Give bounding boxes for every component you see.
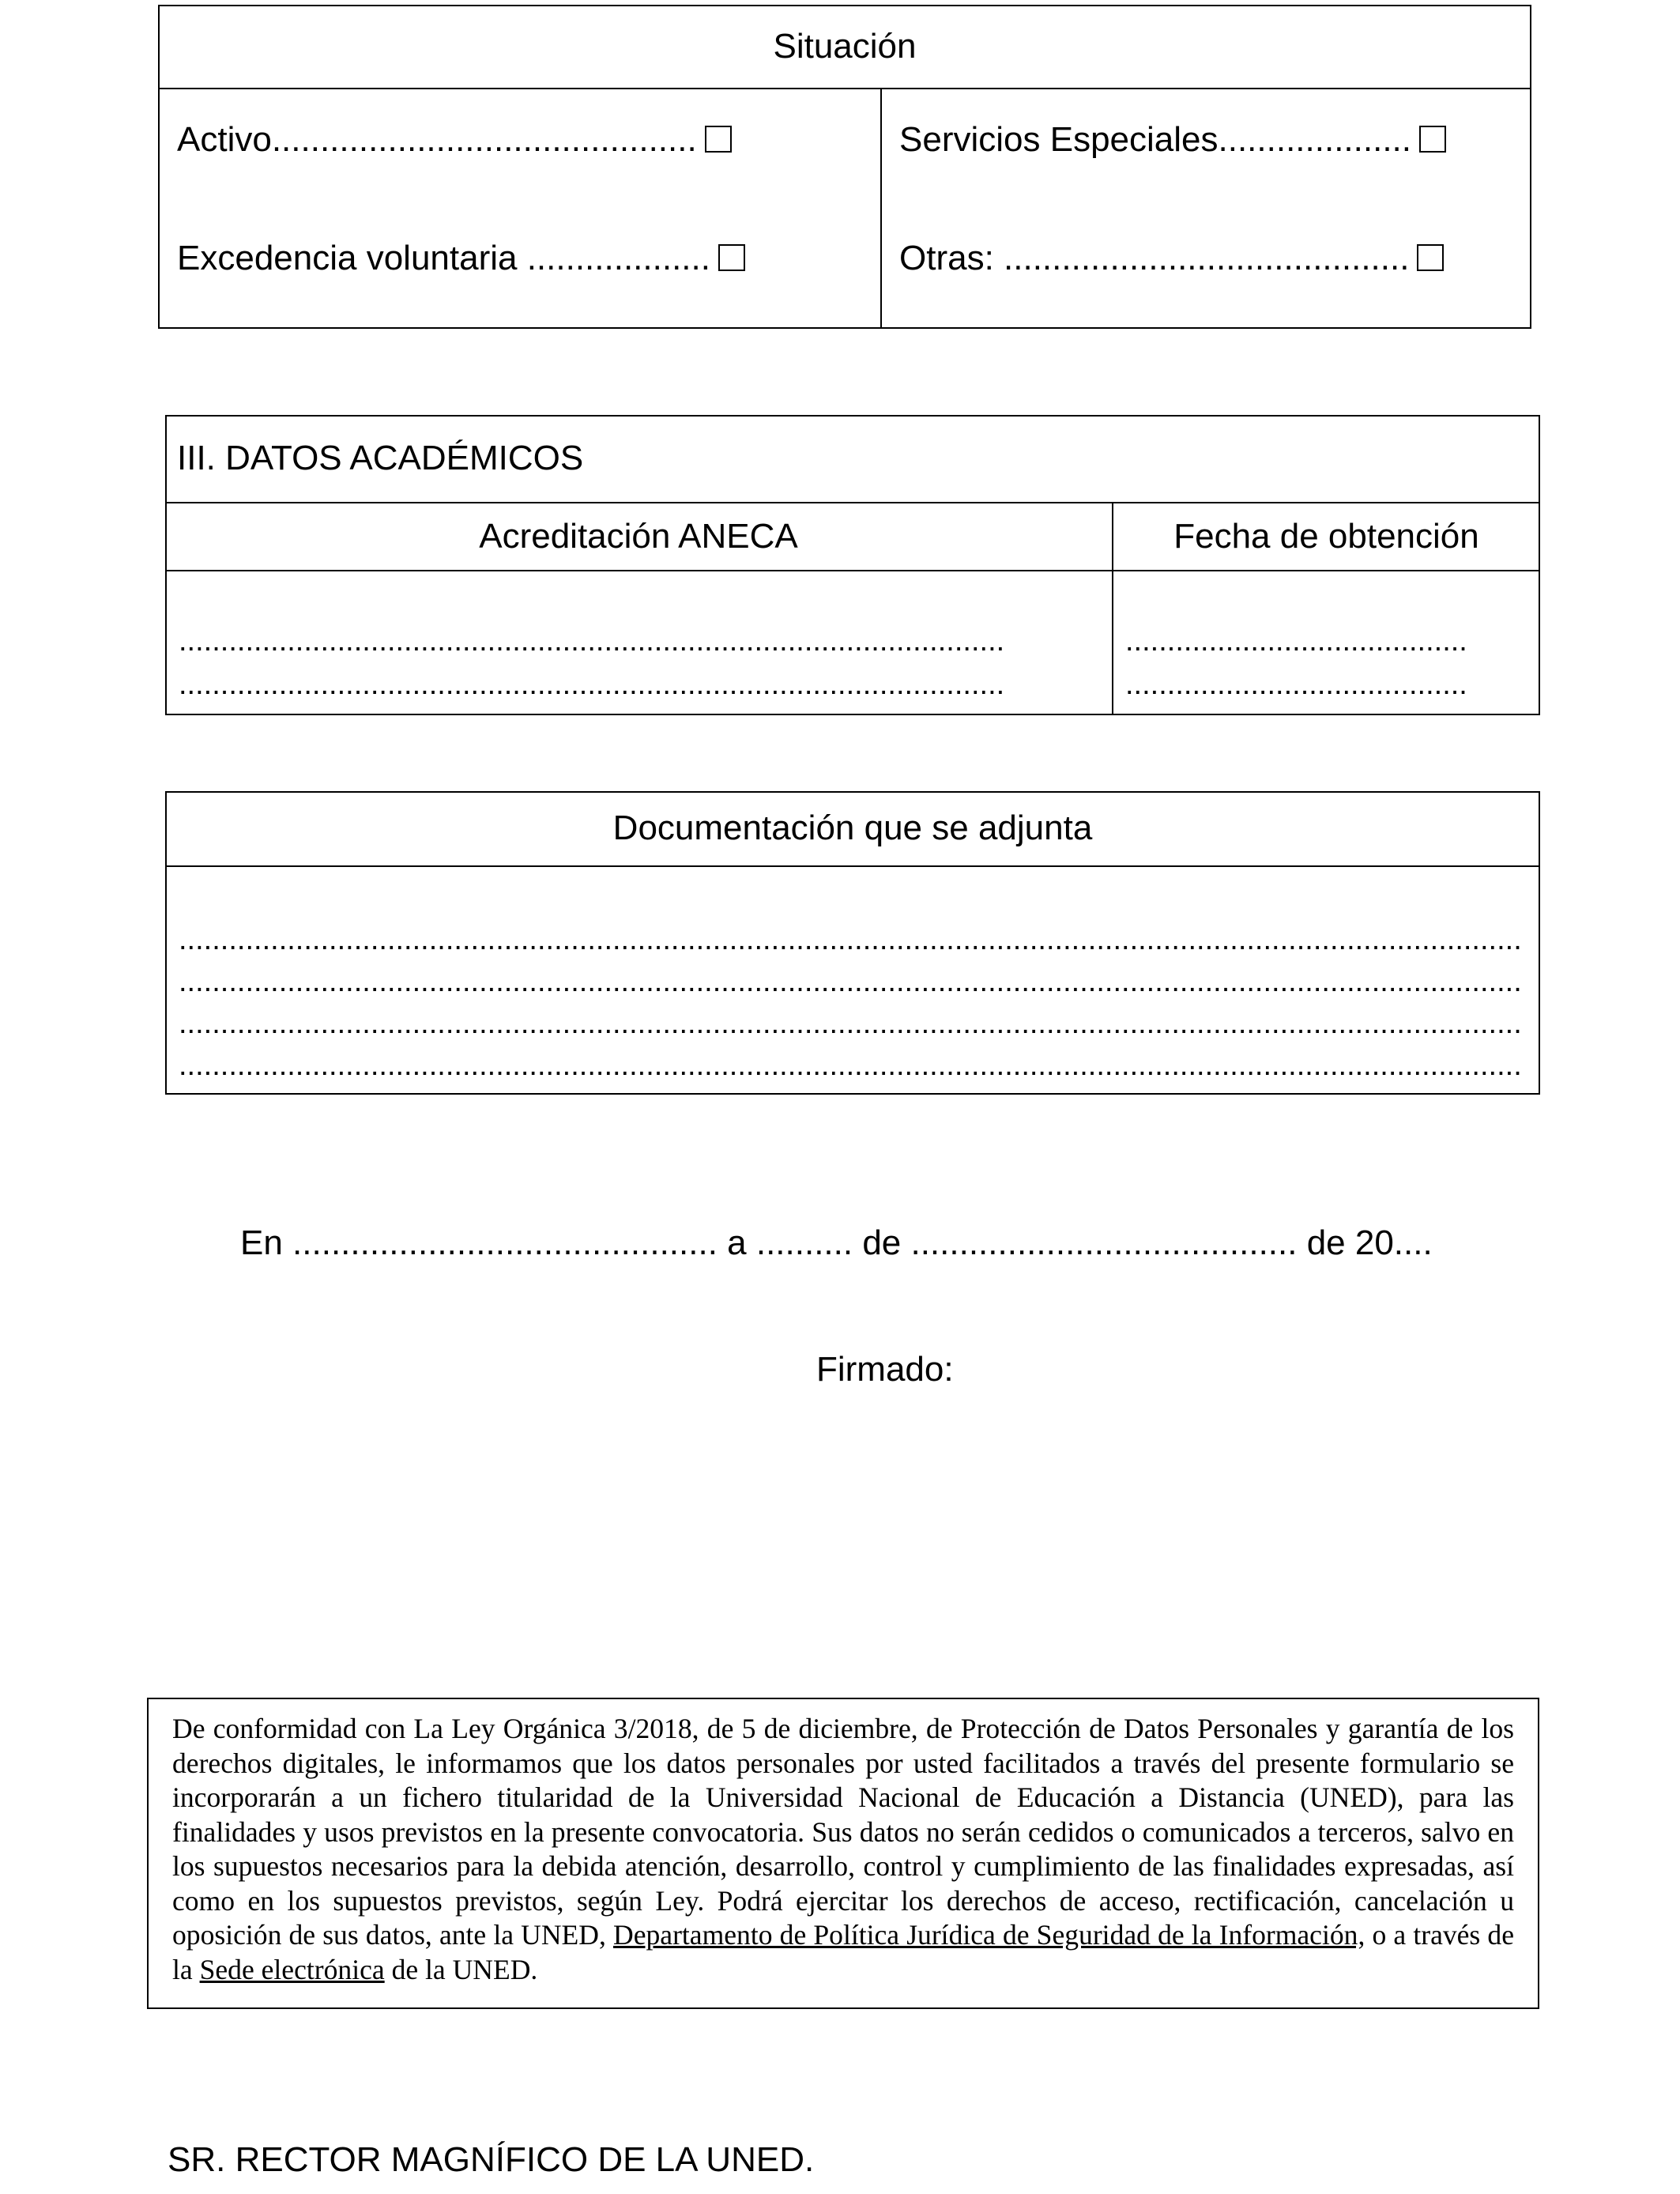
situacion-column-divider	[880, 89, 882, 329]
documentacion-line-2[interactable]: .................................................................................................................................................................	[179, 965, 1522, 998]
legal-text-part-2: o a través de la	[172, 1919, 1514, 1985]
fecha-field-line-1[interactable]: .........................................	[1125, 624, 1467, 658]
academicos-title-divider	[165, 502, 1540, 503]
otras-checkbox[interactable]	[1417, 244, 1444, 271]
datos-academicos-title: III. DATOS ACADÉMICOS	[177, 439, 584, 477]
option-excedencia[interactable]	[177, 239, 745, 278]
acreditacion-field-line-1[interactable]: ...................................................................................................	[179, 624, 1005, 658]
sede-electronica-link[interactable]: Sede electrónica	[199, 1953, 385, 1985]
option-servicios-label: Servicios Especiales....................	[899, 120, 1411, 159]
situacion-header-divider	[158, 88, 1531, 89]
option-activo[interactable]	[177, 120, 732, 160]
firmado-label: Firmado:	[816, 1350, 954, 1389]
situacion-title: Situación	[773, 27, 917, 66]
legal-text-part-1: De conformidad con La Ley Orgánica 3/2018, de 5 de diciembre, de Protección de Datos Personales y garantía de los derechos digitales, le informamos que los datos personales por usted facilitados a través del presente formulario se incorporarán a un fichero titularidad de la Universidad Nacional de Educación a Distancia (UNED), para las finalidades y usos previstos en la presente convocatoria. Sus datos no serán cedidos o comunicados a terceros, salvo en los supuestos necesarios para la debida atención, desarrollo, control y cumplimiento de las finalidades expresadas, así como en los supuestos previstos, según Ley. Podrá ejercitar los derechos de acceso, rectificación, cancelación u oposición de sus datos, ante la UNED,	[172, 1713, 1514, 1951]
option-excedencia-label: Excedencia voluntaria ...................	[177, 239, 710, 277]
academicos-header-divider	[165, 570, 1540, 571]
politica-juridica-link[interactable]: Departamento de Política Jurídica de Seguridad de la Información,	[613, 1919, 1365, 1951]
option-otras[interactable]	[899, 239, 1444, 278]
documentacion-header-divider	[165, 865, 1540, 867]
fecha-header: Fecha de obtención	[1173, 517, 1479, 556]
legal-notice-text	[172, 1712, 1514, 1987]
option-servicios-especiales[interactable]	[899, 120, 1446, 160]
activo-checkbox[interactable]	[705, 126, 732, 153]
acreditacion-header: Acreditación ANECA	[479, 517, 798, 556]
documentacion-line-1[interactable]: .................................................................................................................................................................	[179, 923, 1522, 956]
excedencia-checkbox[interactable]	[718, 244, 745, 271]
lugar-fecha-line[interactable]: En ............................................ a .......... de ........................................ de 20....	[240, 1223, 1433, 1262]
documentacion-title: Documentación que se adjunta	[612, 809, 1093, 847]
legal-text-part-3: de la UNED.	[384, 1953, 538, 1985]
option-activo-label: Activo............................................	[177, 120, 697, 159]
option-otras-label: Otras: ..........................................	[899, 239, 1410, 277]
servicios-checkbox[interactable]	[1419, 126, 1446, 153]
fecha-field-line-2[interactable]: .........................................	[1125, 668, 1467, 701]
acreditacion-field-line-2[interactable]: ...................................................................................................	[179, 668, 1005, 701]
documentacion-line-3[interactable]: .................................................................................................................................................................	[179, 1007, 1522, 1040]
documentacion-line-4[interactable]: .................................................................................................................................................................	[179, 1049, 1522, 1082]
destinatario: SR. RECTOR MAGNÍFICO DE LA UNED.	[168, 2140, 815, 2179]
